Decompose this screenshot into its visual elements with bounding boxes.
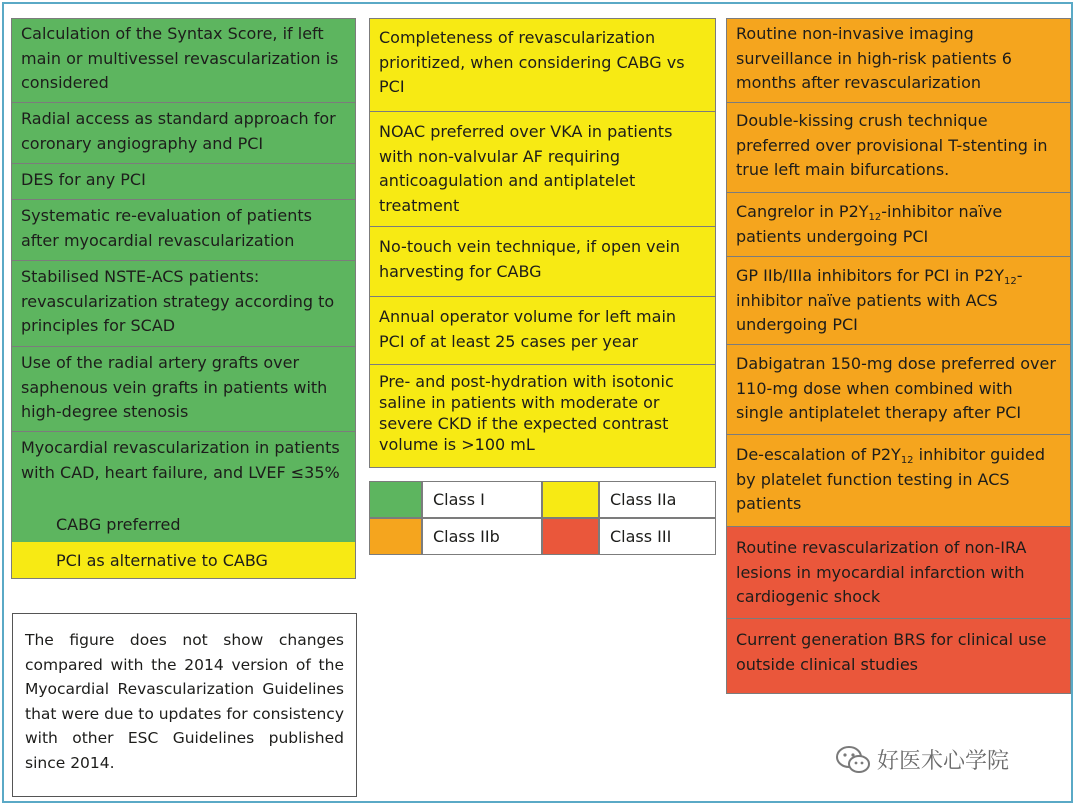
rec-radial-access: Radial access as standard approach for coronary angiography and PCI [11,103,356,164]
rec-dabigatran: Dabigatran 150-mg dose preferred over 110-mg dose when combined with single antiplatelet therapy after PCI [726,345,1071,435]
rec-radial-artery-grafts: Use of the radial artery grafts over saphenous vein grafts in patients with high-degree stenosis [11,347,356,432]
rec-current-brs: Current generation BRS for clinical use outside clinical studies [726,619,1071,694]
wechat-icon [835,745,871,775]
rec-completeness: Completeness of revascularization prioritized, when considering CABG vs PCI [369,18,716,112]
legend-label-class-iia: Class IIa [599,481,716,518]
rec-dk-crush: Double-kissing crush technique preferred over provisional T-stenting in true left main bifurcations. [726,103,1071,193]
legend-label-class-iib: Class IIb [422,518,542,555]
legend-swatch-class-i [369,481,422,518]
rec-re-evaluation: Systematic re-evaluation of patients after myocardial revascularization [11,200,356,261]
legend-label-class-iii: Class III [599,518,716,555]
rec-no-touch-vein: No-touch vein technique, if open vein harvesting for CABG [369,227,716,297]
rec-gp-iib-iiia: GP IIb/IIIa inhibitors for PCI in $P2Y_{12}$-inhibitor naïve patients with ACS undergoing PCI [726,257,1071,345]
pci-alternative-row [11,542,356,579]
rec-de-escalation: De-escalation of $P2Y_{12}$ inhibitor guided by platelet function testing in ACS patients [726,435,1071,527]
rec-imaging-surveillance: Routine non-invasive imaging surveillance in high-risk patients 6 months after revascularization [726,18,1071,103]
legend-label-class-i: Class I [422,481,542,518]
rec-non-ira-lesions: Routine revascularization of non-IRA lesions in myocardial infarction with cardiogenic shock [726,527,1071,619]
rec-des-any-pci: DES for any PCI [11,164,356,200]
legend-swatch-class-iia [542,481,599,518]
rec-syntax-score: Calculation of the Syntax Score, if left main or multivessel revascularization is considered [11,18,356,103]
rec-operator-volume: Annual operator volume for left main PCI of at least 25 cases per year [369,297,716,365]
rec-nste-acs: Stabilised NSTE-ACS patients: revascularization strategy according to principles for SCAD [11,261,356,347]
cabg-preferred-label: CABG preferred [56,515,181,534]
pci-alternative-label: PCI as alternative to CABG [56,551,268,570]
rec-hydration: Pre- and post-hydration with isotonic saline in patients with moderate or severe CKD if the expected contrast volume is >100 mL [369,365,716,468]
legend-swatch-class-iii [542,518,599,555]
watermark-text: 好医术心学院 [877,749,1010,774]
footnote-box: The figure does not show changes compared with the 2014 version of the Myocardial Revascularization Guidelines that were due to updates for consistency with other ESC Guidelines published since 2014. [12,613,357,797]
watermark [835,744,1009,775]
rec-cad-heart-failure [11,432,356,542]
rec-cangrelor: Cangrelor in $P2Y_{12}$-inhibitor naïve patients undergoing PCI [726,193,1071,257]
legend-swatch-class-iib [369,518,422,555]
rec-cad-heart-failure-text: Myocardial revascularization in patients with CAD, heart failure, and LVEF ≤35% [21,438,340,482]
rec-noac: NOAC preferred over VKA in patients with non-valvular AF requiring anticoagulation and antiplatelet treatment [369,112,716,227]
